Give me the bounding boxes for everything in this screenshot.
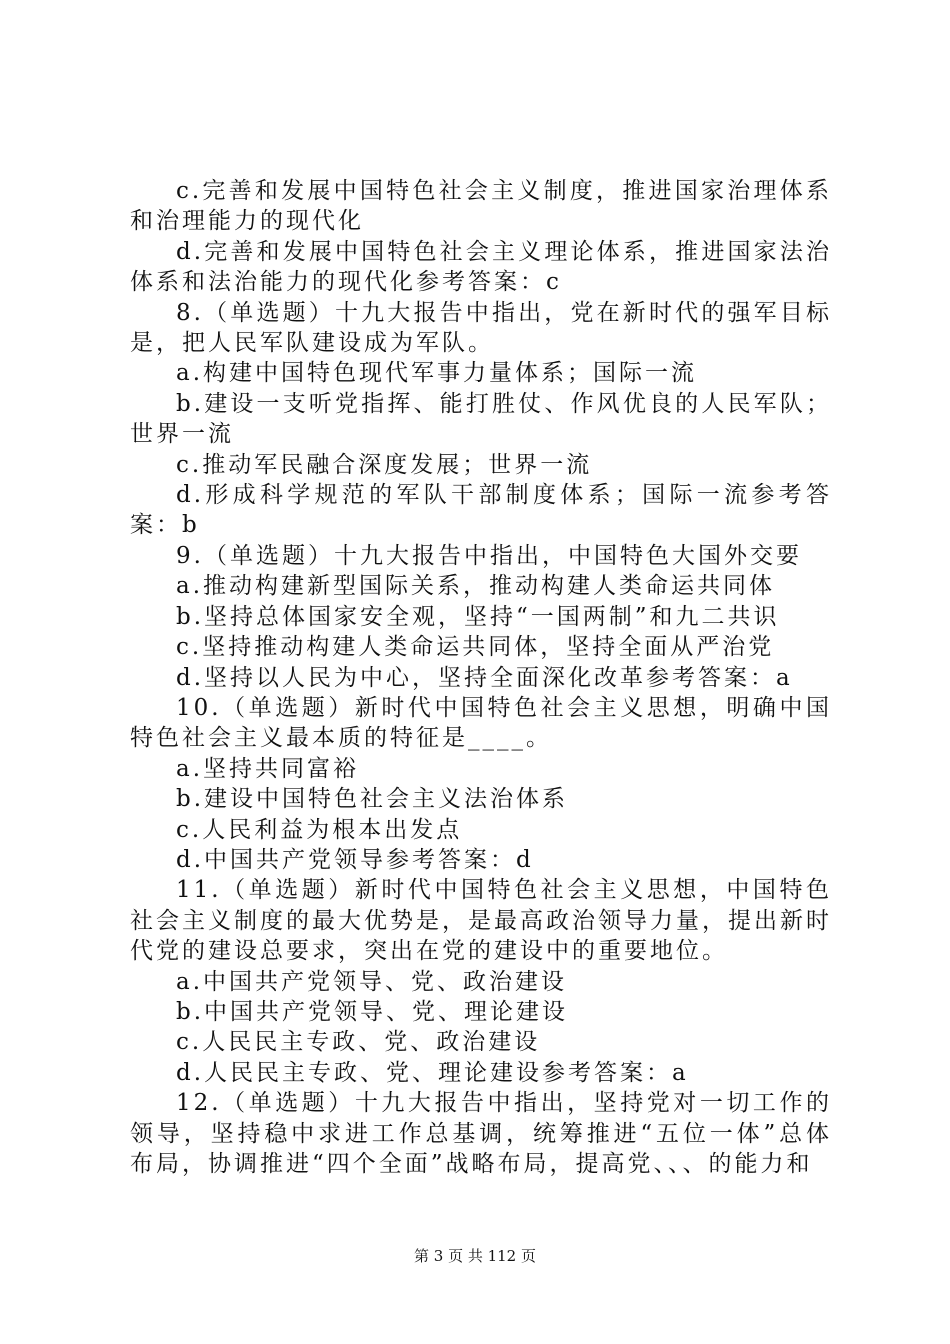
paragraph: c.推动军民融合深度发展；世界一流 [176, 451, 593, 478]
paragraph: b.建设中国特色社会主义法治体系 [176, 786, 569, 813]
document-body [130, 176, 832, 1179]
question-paragraph: 8.（单选题）十九大报告中指出，党在新时代的强军目标是，把人民军队建设成为军队。 [130, 299, 832, 357]
paragraph: a.构建中国特色现代军事力量体系；国际一流 [176, 360, 698, 387]
question-paragraph: 11.（单选题）新时代中国特色社会主义思想，中国特色社会主义制度的最大优势是，是最高政治领导力量，提出新时代党的建设总要求，突出在党的建设中的重要地位。 [130, 877, 832, 965]
paragraph: d.中国共产党领导参考答案：d [176, 846, 534, 873]
paragraph: b.中国共产党领导、党、理论建设 [176, 998, 569, 1025]
paragraph: d.形成科学规范的军队干部制度体系；国际一流参考答案：b [130, 482, 832, 539]
paragraph: c.完善和发展中国特色社会主义制度，推进国家治理体系和治理能力的现代化 [130, 178, 832, 235]
question-paragraph: 12.（单选题）十九大报告中指出，坚持党对一切工作的领导，坚持稳中求进工作总基调，统筹推进“五位一体”总体布局，协调推进“四个全面”战略布局，提高党、、、的能力和 [130, 1090, 832, 1177]
paragraph: a.中国共产党领导、党、政治建设 [176, 968, 568, 995]
paragraph: b.坚持总体国家安全观，坚持“一国两制”和九二共识 [176, 603, 780, 630]
paragraph: d.坚持以人民为中心，坚持全面深化改革参考答案：a [176, 664, 793, 691]
page-number-footer: 第 3 页 共 112 页 [413, 1247, 536, 1265]
paragraph: a.推动构建新型国际关系，推动构建人类命运共同体 [176, 573, 776, 600]
paragraph: d.人民民主专政、党、理论建设参考答案：a [176, 1059, 689, 1086]
paragraph: c.人民利益为根本出发点 [176, 816, 463, 843]
question-paragraph: 10.（单选题）新时代中国特色社会主义思想，明确中国特色社会主义最本质的特征是____。 [130, 694, 832, 752]
paragraph: b.建设一支听党指挥、能打胜仗、作风优良的人民军队；世界一流 [130, 390, 832, 448]
paragraph: c.人民民主专政、党、政治建设 [176, 1029, 541, 1056]
paragraph: a.坚持共同富裕 [176, 755, 360, 782]
paragraph: c.坚持推动构建人类命运共同体，坚持全面从严治党 [176, 634, 775, 661]
question-paragraph: 9.（单选题）十九大报告中指出，中国特色大国外交要 [176, 542, 802, 569]
paragraph: d.完善和发展中国特色社会主义理论体系，推进国家法治体系和法治能力的现代化参考答案：c [130, 238, 832, 296]
